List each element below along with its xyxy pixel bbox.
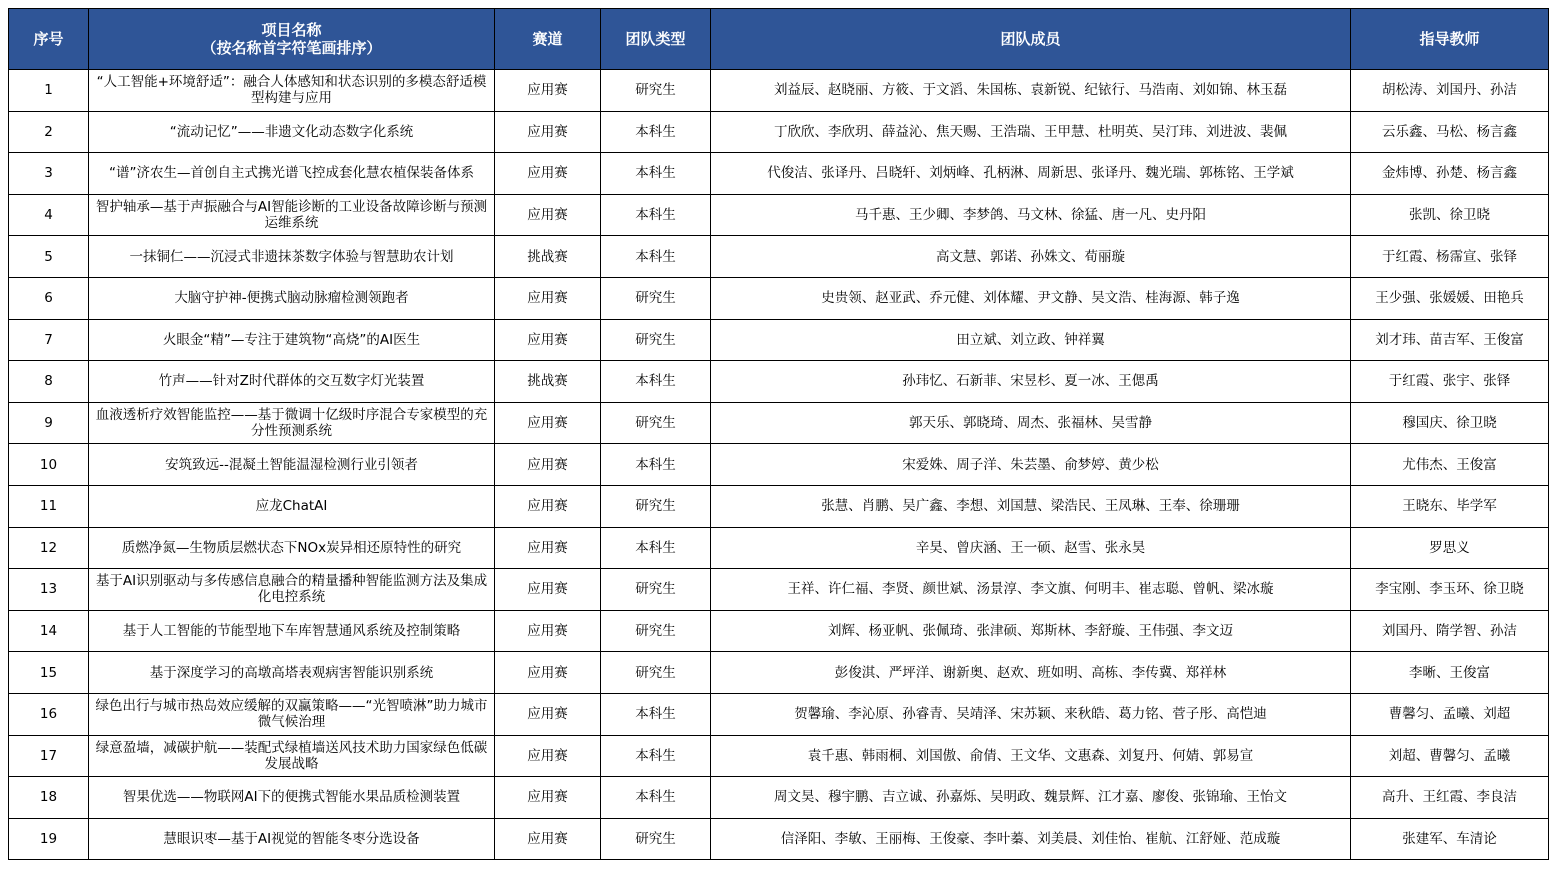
cell-members: 袁千惠、韩雨桐、刘国傲、俞倩、王文华、文惠森、刘复丹、何婧、郭易宣 bbox=[711, 735, 1351, 777]
cell-track: 应用赛 bbox=[495, 194, 601, 236]
cell-team-type: 本科生 bbox=[601, 735, 711, 777]
cell-project-name: 应龙ChatAI bbox=[89, 485, 495, 527]
cell-track: 应用赛 bbox=[495, 693, 601, 735]
table-row bbox=[9, 236, 1549, 278]
cell-track: 应用赛 bbox=[495, 277, 601, 319]
cell-members: 高文慧、郭诺、孙姝文、荀丽璇 bbox=[711, 236, 1351, 278]
cell-track: 应用赛 bbox=[495, 153, 601, 195]
cell-advisors: 张建军、车清论 bbox=[1351, 818, 1549, 860]
cell-members: 彭俊淇、严坪洋、谢新奥、赵欢、班如明、高栋、李传冀、郑祥林 bbox=[711, 652, 1351, 694]
cell-team-type: 本科生 bbox=[601, 111, 711, 153]
cell-team-type: 本科生 bbox=[601, 693, 711, 735]
header-team-type: 团队类型 bbox=[601, 9, 711, 70]
cell-project-name: 基于人工智能的节能型地下车库智慧通风系统及控制策略 bbox=[89, 610, 495, 652]
cell-project-name: 质燃净氮—生物质层燃状态下NOx炭异相还原特性的研究 bbox=[89, 527, 495, 569]
cell-project-name: 智果优选——物联网AI下的便携式智能水果品质检测装置 bbox=[89, 777, 495, 819]
table-row bbox=[9, 569, 1549, 611]
header-project-name-title: 项目名称 bbox=[261, 21, 322, 39]
table-row bbox=[9, 194, 1549, 236]
cell-advisors: 云乐鑫、马松、杨言鑫 bbox=[1351, 111, 1549, 153]
table-row bbox=[9, 277, 1549, 319]
cell-advisors: 于红霞、张宇、张铎 bbox=[1351, 361, 1549, 403]
cell-members: 宋爱姝、周子洋、朱芸墨、俞梦婷、黄少松 bbox=[711, 444, 1351, 486]
cell-team-type: 研究生 bbox=[601, 402, 711, 444]
cell-no: 1 bbox=[9, 70, 89, 112]
header-advisors: 指导教师 bbox=[1351, 9, 1549, 70]
cell-team-type: 研究生 bbox=[601, 70, 711, 112]
cell-members: 代俊洁、张译丹、吕晓轩、刘炳峰、孔柄淋、周新思、张译丹、魏光瑞、郭栋铭、王学斌 bbox=[711, 153, 1351, 195]
cell-project-name: 绿意盈墙，减碳护航——装配式绿植墙送风技术助力国家绿色低碳发展战略 bbox=[89, 735, 495, 777]
cell-project-name: 基于AI识别驱动与多传感信息融合的精量播种智能监测方法及集成化电控系统 bbox=[89, 569, 495, 611]
cell-track: 应用赛 bbox=[495, 527, 601, 569]
cell-advisors: 穆国庆、徐卫晓 bbox=[1351, 402, 1549, 444]
cell-members: 刘益辰、赵晓丽、方筱、于文滔、朱国栋、袁新锐、纪铱行、马浩南、刘如锦、林玉磊 bbox=[711, 70, 1351, 112]
cell-project-name: “谱”济农生—首创自主式携光谱飞控成套化慧农植保装备体系 bbox=[89, 153, 495, 195]
cell-no: 18 bbox=[9, 777, 89, 819]
cell-no: 14 bbox=[9, 610, 89, 652]
cell-project-name: 基于深度学习的高墩高塔表观病害智能识别系统 bbox=[89, 652, 495, 694]
cell-advisors: 于红霞、杨霈宣、张铎 bbox=[1351, 236, 1549, 278]
cell-no: 11 bbox=[9, 485, 89, 527]
cell-no: 6 bbox=[9, 277, 89, 319]
cell-project-name: “流动记忆”——非遗文化动态数字化系统 bbox=[89, 111, 495, 153]
cell-advisors: 刘超、曹馨匀、孟曦 bbox=[1351, 735, 1549, 777]
table-row bbox=[9, 777, 1549, 819]
cell-no: 3 bbox=[9, 153, 89, 195]
cell-members: 贺馨瑜、李沁原、孙睿青、吴靖泽、宋苏颖、来秋皓、葛力铭、菅子彤、高恺迪 bbox=[711, 693, 1351, 735]
cell-track: 应用赛 bbox=[495, 444, 601, 486]
header-row bbox=[9, 9, 1549, 70]
cell-team-type: 研究生 bbox=[601, 485, 711, 527]
cell-no: 2 bbox=[9, 111, 89, 153]
cell-project-name: “人工智能+环境舒适”：融合人体感知和状态识别的多模态舒适模型构建与应用 bbox=[89, 70, 495, 112]
cell-members: 王祥、许仁福、李贤、颜世斌、汤景淳、李文旗、何明丰、崔志聪、曾帆、梁冰璇 bbox=[711, 569, 1351, 611]
cell-team-type: 研究生 bbox=[601, 652, 711, 694]
cell-advisors: 王晓东、毕学军 bbox=[1351, 485, 1549, 527]
header-track: 赛道 bbox=[495, 9, 601, 70]
cell-no: 4 bbox=[9, 194, 89, 236]
cell-track: 应用赛 bbox=[495, 735, 601, 777]
table-row bbox=[9, 527, 1549, 569]
cell-track: 应用赛 bbox=[495, 319, 601, 361]
cell-track: 应用赛 bbox=[495, 402, 601, 444]
cell-project-name: 慧眼识枣—基于AI视觉的智能冬枣分选设备 bbox=[89, 818, 495, 860]
cell-track: 应用赛 bbox=[495, 818, 601, 860]
cell-members: 史贵领、赵亚武、乔元健、刘体耀、尹文静、吴文浩、桂海源、韩子逸 bbox=[711, 277, 1351, 319]
cell-no: 7 bbox=[9, 319, 89, 361]
cell-track: 应用赛 bbox=[495, 652, 601, 694]
cell-team-type: 研究生 bbox=[601, 277, 711, 319]
cell-team-type: 本科生 bbox=[601, 527, 711, 569]
cell-team-type: 研究生 bbox=[601, 610, 711, 652]
table-row bbox=[9, 153, 1549, 195]
cell-members: 孙玮忆、石新菲、宋昱杉、夏一冰、王偲禹 bbox=[711, 361, 1351, 403]
cell-advisors: 刘国丹、隋学智、孙洁 bbox=[1351, 610, 1549, 652]
cell-members: 辛昊、曾庆涵、王一硕、赵雪、张永昊 bbox=[711, 527, 1351, 569]
cell-track: 应用赛 bbox=[495, 610, 601, 652]
cell-track: 挑战赛 bbox=[495, 361, 601, 403]
cell-members: 周文昊、穆宇鹏、吉立诚、孙嘉烁、吴明政、魏景辉、江才嘉、廖俊、张锦瑜、王怡文 bbox=[711, 777, 1351, 819]
cell-team-type: 研究生 bbox=[601, 319, 711, 361]
cell-advisors: 胡松涛、刘国丹、孙洁 bbox=[1351, 70, 1549, 112]
cell-team-type: 本科生 bbox=[601, 444, 711, 486]
table-row bbox=[9, 735, 1549, 777]
cell-members: 郭天乐、郭晓琦、周杰、张福林、吴雪静 bbox=[711, 402, 1351, 444]
cell-no: 5 bbox=[9, 236, 89, 278]
cell-advisors: 张凯、徐卫晓 bbox=[1351, 194, 1549, 236]
cell-advisors: 李宝刚、李玉环、徐卫晓 bbox=[1351, 569, 1549, 611]
cell-members: 田立斌、刘立政、钟祥翼 bbox=[711, 319, 1351, 361]
cell-advisors: 李晰、王俊富 bbox=[1351, 652, 1549, 694]
cell-no: 8 bbox=[9, 361, 89, 403]
cell-team-type: 研究生 bbox=[601, 569, 711, 611]
cell-advisors: 罗思义 bbox=[1351, 527, 1549, 569]
cell-track: 应用赛 bbox=[495, 70, 601, 112]
header-members: 团队成员 bbox=[711, 9, 1351, 70]
cell-no: 17 bbox=[9, 735, 89, 777]
table-row bbox=[9, 818, 1549, 860]
header-project-name-subtitle: （按名称首字符笔画排序） bbox=[201, 39, 382, 57]
cell-track: 挑战赛 bbox=[495, 236, 601, 278]
cell-advisors: 刘才玮、苗吉军、王俊富 bbox=[1351, 319, 1549, 361]
table-row bbox=[9, 610, 1549, 652]
cell-no: 12 bbox=[9, 527, 89, 569]
cell-track: 应用赛 bbox=[495, 111, 601, 153]
table-row bbox=[9, 361, 1549, 403]
cell-members: 马千惠、王少卿、李梦鸽、马文林、徐猛、唐一凡、史丹阳 bbox=[711, 194, 1351, 236]
cell-advisors: 曹馨匀、孟曦、刘超 bbox=[1351, 693, 1549, 735]
header-project-name bbox=[89, 9, 495, 70]
table-row bbox=[9, 319, 1549, 361]
cell-project-name: 一抹铜仁——沉浸式非遗抹茶数字体验与智慧助农计划 bbox=[89, 236, 495, 278]
cell-project-name: 大脑守护神-便携式脑动脉瘤检测领跑者 bbox=[89, 277, 495, 319]
cell-no: 9 bbox=[9, 402, 89, 444]
header-no: 序号 bbox=[9, 9, 89, 70]
cell-project-name: 智护轴承—基于声振融合与AI智能诊断的工业设备故障诊断与预测运维系统 bbox=[89, 194, 495, 236]
cell-no: 13 bbox=[9, 569, 89, 611]
cell-team-type: 本科生 bbox=[601, 153, 711, 195]
cell-members: 张慧、肖鹏、吴广鑫、李想、刘国慧、梁浩民、王凤琳、王奉、徐珊珊 bbox=[711, 485, 1351, 527]
cell-team-type: 研究生 bbox=[601, 818, 711, 860]
cell-advisors: 高升、王红霞、李良洁 bbox=[1351, 777, 1549, 819]
cell-members: 刘辉、杨亚帆、张佩琦、张津硕、郑斯林、李舒璇、王伟强、李文迈 bbox=[711, 610, 1351, 652]
cell-project-name: 绿色出行与城市热岛效应缓解的双赢策略——“光智喷淋”助力城市微气候治理 bbox=[89, 693, 495, 735]
cell-members: 丁欣欣、李欣玥、薛益沁、焦天赐、王浩瑞、王甲慧、杜明英、吴汀玮、刘进波、裴佩 bbox=[711, 111, 1351, 153]
cell-team-type: 本科生 bbox=[601, 194, 711, 236]
cell-track: 应用赛 bbox=[495, 485, 601, 527]
table-body bbox=[9, 70, 1549, 860]
cell-advisors: 金炜博、孙楚、杨言鑫 bbox=[1351, 153, 1549, 195]
cell-team-type: 本科生 bbox=[601, 777, 711, 819]
cell-no: 10 bbox=[9, 444, 89, 486]
cell-team-type: 本科生 bbox=[601, 236, 711, 278]
table-row bbox=[9, 485, 1549, 527]
cell-no: 15 bbox=[9, 652, 89, 694]
project-table bbox=[8, 8, 1549, 860]
cell-project-name: 竹声——针对Z时代群体的交互数字灯光装置 bbox=[89, 361, 495, 403]
cell-project-name: 安筑致远--混凝土智能温湿检测行业引领者 bbox=[89, 444, 495, 486]
table-row bbox=[9, 111, 1549, 153]
cell-project-name: 血液透析疗效智能监控——基于微调十亿级时序混合专家模型的充分性预测系统 bbox=[89, 402, 495, 444]
cell-members: 信泽阳、李敏、王丽梅、王俊豪、李叶蓁、刘美晨、刘佳怡、崔航、江舒娅、范成璇 bbox=[711, 818, 1351, 860]
cell-no: 16 bbox=[9, 693, 89, 735]
cell-advisors: 尤伟杰、王俊富 bbox=[1351, 444, 1549, 486]
cell-no: 19 bbox=[9, 818, 89, 860]
cell-track: 应用赛 bbox=[495, 777, 601, 819]
table-row bbox=[9, 70, 1549, 112]
table-row bbox=[9, 402, 1549, 444]
cell-team-type: 本科生 bbox=[601, 361, 711, 403]
table-row bbox=[9, 693, 1549, 735]
table-row bbox=[9, 652, 1549, 694]
cell-advisors: 王少强、张媛媛、田艳兵 bbox=[1351, 277, 1549, 319]
table-row bbox=[9, 444, 1549, 486]
cell-track: 应用赛 bbox=[495, 569, 601, 611]
awards-table-container bbox=[8, 8, 1549, 860]
cell-project-name: 火眼金“精”—专注于建筑物“高烧”的AI医生 bbox=[89, 319, 495, 361]
